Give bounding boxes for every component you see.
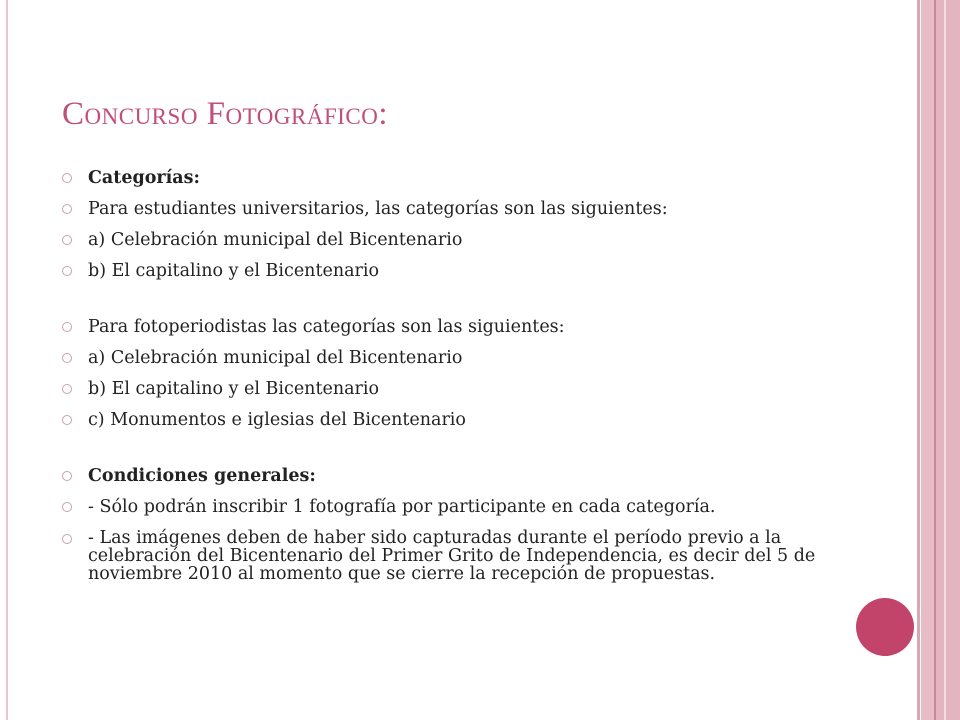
- bullet-circle-icon: [62, 415, 72, 425]
- list-item: [62, 529, 848, 583]
- list-item-text: c) Monumentos e iglesias del Bicentenario: [88, 410, 466, 430]
- list-item: [62, 348, 862, 369]
- left-frame-line: [6, 0, 8, 720]
- bullet-circle-icon: [62, 534, 72, 544]
- list-item: [62, 168, 862, 189]
- bullet-circle-icon: [62, 471, 72, 481]
- bullet-circle-icon: [62, 353, 72, 363]
- list-item-text: a) Celebración municipal del Bicentenario: [88, 348, 463, 368]
- decorative-circle: [856, 598, 914, 656]
- list-item-text: b) El capitalino y el Bicentenario: [88, 379, 380, 399]
- bullet-circle-icon: [62, 502, 72, 512]
- list-item: [62, 466, 862, 487]
- bullet-list: [62, 168, 862, 583]
- list-item: [62, 317, 862, 338]
- right-stripe: [921, 0, 934, 720]
- list-item: [62, 410, 862, 431]
- list-item: [62, 199, 862, 220]
- list-item-text: Para fotoperiodistas las categorías son las siguientes:: [88, 317, 565, 337]
- right-stripe: [917, 0, 920, 720]
- list-item: [62, 230, 862, 251]
- bullet-circle-icon: [62, 266, 72, 276]
- bullet-circle-icon: [62, 322, 72, 332]
- right-stripe: [936, 0, 960, 720]
- list-item-text: a) Celebración municipal del Bicentenario: [88, 230, 463, 250]
- list-item: [62, 497, 862, 518]
- list-item: [62, 379, 862, 400]
- list-item-text: Para estudiantes universitarios, las categorías son las siguientes:: [88, 199, 668, 219]
- bullet-circle-icon: [62, 384, 72, 394]
- list-item-text: Categorías:: [88, 168, 200, 188]
- list-item-text: b) El capitalino y el Bicentenario: [88, 261, 380, 281]
- list-item: [62, 261, 862, 282]
- list-item-text: - Sólo podrán inscribir 1 fotografía por participante en cada categoría.: [88, 497, 716, 517]
- list-item-text: Condiciones generales:: [88, 466, 316, 486]
- bullet-circle-icon: [62, 235, 72, 245]
- right-stripe: [944, 0, 946, 720]
- bullet-circle-icon: [62, 173, 72, 183]
- slide-title: Concurso Fotográfico:: [62, 96, 389, 132]
- bullet-circle-icon: [62, 204, 72, 214]
- list-item-text: - Las imágenes deben de haber sido capturadas durante el período previo a la celebración del Bicentenario del Primer Grito de Independencia, es decir del 5 de noviembre 2010 al momento que se cierre la recepción de propuestas.: [88, 528, 816, 584]
